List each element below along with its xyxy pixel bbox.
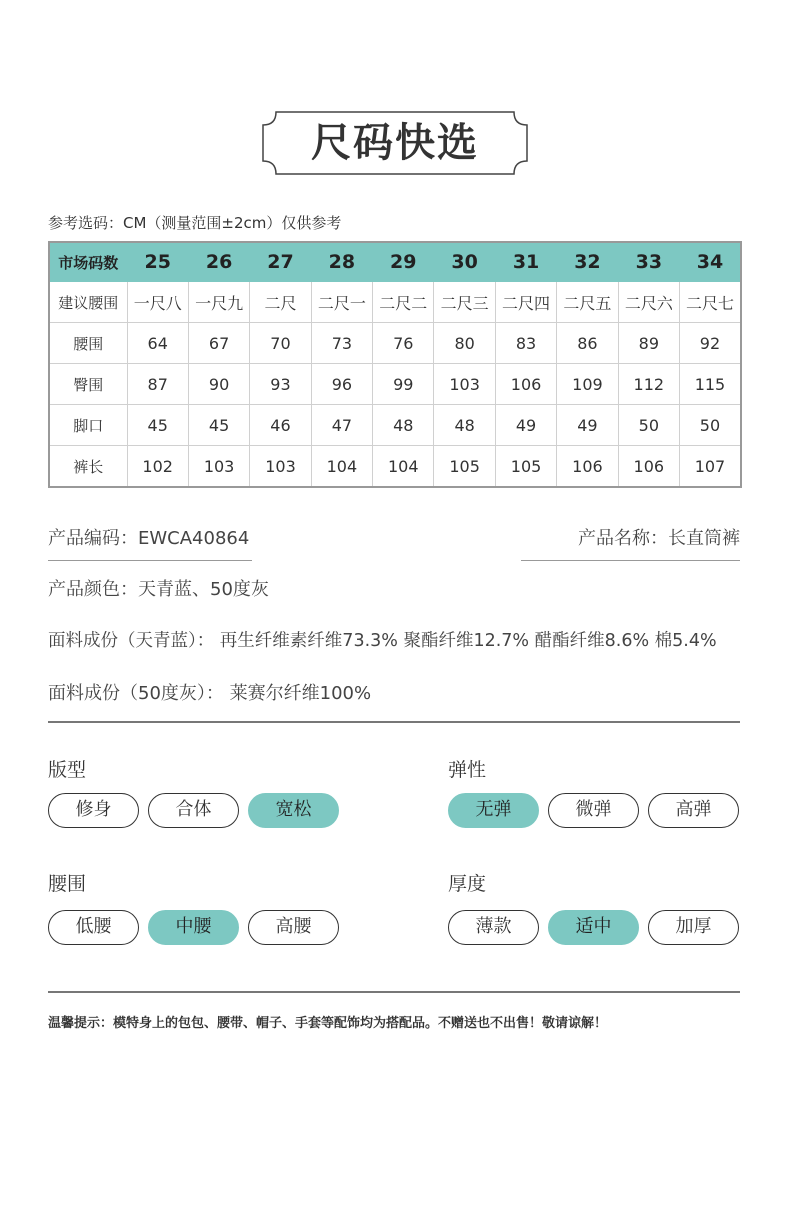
thickness-title: 厚度 <box>448 873 487 895</box>
size-header-row <box>49 242 741 282</box>
table-cell: 二尺一 <box>311 282 372 323</box>
fit-title: 版型 <box>48 759 87 781</box>
divider <box>521 560 740 561</box>
size-header-cell: 25 <box>127 242 188 282</box>
table-cell: 106 <box>618 446 679 488</box>
table-cell: 103 <box>434 364 495 405</box>
table-cell: 104 <box>311 446 372 488</box>
divider <box>48 991 740 993</box>
size-header-cell: 26 <box>188 242 249 282</box>
table-cell: 87 <box>127 364 188 405</box>
table-cell: 50 <box>618 405 679 446</box>
size-header-cell: 32 <box>557 242 618 282</box>
table-cell: 47 <box>311 405 372 446</box>
table-cell: 112 <box>618 364 679 405</box>
size-header-cell: 34 <box>680 242 741 282</box>
table-cell: 二尺二 <box>373 282 434 323</box>
thickness-option-thick[interactable]: 加厚 <box>648 910 739 945</box>
table-cell: 73 <box>311 323 372 364</box>
table-cell: 45 <box>188 405 249 446</box>
table-cell: 76 <box>373 323 434 364</box>
size-table <box>48 241 742 488</box>
fabric-grey: 面料成份（50度灰）： 莱赛尔纤维100% <box>48 683 372 704</box>
waist-option-high[interactable]: 高腰 <box>248 910 339 945</box>
table-cell: 46 <box>250 405 311 446</box>
size-header-cell: 33 <box>618 242 679 282</box>
table-cell: 70 <box>250 323 311 364</box>
table-cell: 49 <box>557 405 618 446</box>
table-cell: 67 <box>188 323 249 364</box>
table-cell: 106 <box>495 364 556 405</box>
table-cell: 80 <box>434 323 495 364</box>
table-row <box>49 323 741 364</box>
table-cell: 92 <box>680 323 741 364</box>
table-cell: 102 <box>127 446 188 488</box>
table-cell: 50 <box>680 405 741 446</box>
table-cell: 二尺三 <box>434 282 495 323</box>
row-label: 裤长 <box>49 446 127 488</box>
fit-option-regular[interactable]: 合体 <box>148 793 239 828</box>
table-row <box>49 364 741 405</box>
table-cell: 106 <box>557 446 618 488</box>
table-cell: 二尺五 <box>557 282 618 323</box>
waist-title: 腰围 <box>48 873 87 895</box>
size-header-cell: 27 <box>250 242 311 282</box>
row-label: 脚口 <box>49 405 127 446</box>
size-header-label: 市场码数 <box>49 242 127 282</box>
table-cell: 48 <box>373 405 434 446</box>
table-cell: 109 <box>557 364 618 405</box>
elasticity-option-none[interactable]: 无弹 <box>448 793 539 828</box>
elasticity-title: 弹性 <box>448 759 487 781</box>
table-cell: 一尺八 <box>127 282 188 323</box>
table-row <box>49 282 741 323</box>
size-header-cell: 31 <box>495 242 556 282</box>
waist-option-low[interactable]: 低腰 <box>48 910 139 945</box>
table-cell: 90 <box>188 364 249 405</box>
table-cell: 104 <box>373 446 434 488</box>
table-cell: 45 <box>127 405 188 446</box>
fit-option-slim[interactable]: 修身 <box>48 793 139 828</box>
table-cell: 89 <box>618 323 679 364</box>
table-cell: 107 <box>680 446 741 488</box>
table-cell: 64 <box>127 323 188 364</box>
waist-option-mid[interactable]: 中腰 <box>148 910 239 945</box>
size-header-cell: 30 <box>434 242 495 282</box>
table-cell: 99 <box>373 364 434 405</box>
thickness-option-thin[interactable]: 薄款 <box>448 910 539 945</box>
thickness-option-medium[interactable]: 适中 <box>548 910 639 945</box>
title-banner <box>262 111 528 175</box>
table-cell: 103 <box>188 446 249 488</box>
table-cell: 105 <box>434 446 495 488</box>
fit-option-loose[interactable]: 宽松 <box>248 793 339 828</box>
divider <box>48 560 252 561</box>
table-cell: 103 <box>250 446 311 488</box>
row-label: 臀围 <box>49 364 127 405</box>
elasticity-option-high[interactable]: 高弹 <box>648 793 739 828</box>
size-header-cell: 29 <box>373 242 434 282</box>
table-cell: 83 <box>495 323 556 364</box>
table-cell: 93 <box>250 364 311 405</box>
elasticity-option-slight[interactable]: 微弹 <box>548 793 639 828</box>
table-cell: 二尺 <box>250 282 311 323</box>
product-code: 产品编码：EWCA40864 <box>48 528 250 549</box>
footer-note: 温馨提示：模特身上的包包、腰带、帽子、手套等配饰均为搭配品。不赠送也不出售！敬请谅解！ <box>48 1016 608 1031</box>
table-cell: 49 <box>495 405 556 446</box>
product-name: 产品名称：长直筒裤 <box>578 528 740 549</box>
table-cell: 一尺九 <box>188 282 249 323</box>
table-cell: 115 <box>680 364 741 405</box>
table-cell: 96 <box>311 364 372 405</box>
reference-note: 参考选码：CM（测量范围±2cm）仅供参考 <box>48 214 342 232</box>
table-cell: 48 <box>434 405 495 446</box>
page-title: 尺码快选 <box>311 120 479 166</box>
table-cell: 二尺六 <box>618 282 679 323</box>
table-row <box>49 405 741 446</box>
table-cell: 105 <box>495 446 556 488</box>
table-row <box>49 446 741 488</box>
table-cell: 二尺七 <box>680 282 741 323</box>
table-cell: 86 <box>557 323 618 364</box>
product-colors: 产品颜色：天青蓝、50度灰 <box>48 579 269 600</box>
size-header-cell: 28 <box>311 242 372 282</box>
table-cell: 二尺四 <box>495 282 556 323</box>
row-label: 建议腰围 <box>49 282 127 323</box>
row-label: 腰围 <box>49 323 127 364</box>
divider <box>48 721 740 723</box>
fabric-blue: 面料成份（天青蓝）： 再生纤维素纤维73.3% 聚酯纤维12.7% 醋酯纤维8.6% 棉5.4% <box>48 631 717 651</box>
